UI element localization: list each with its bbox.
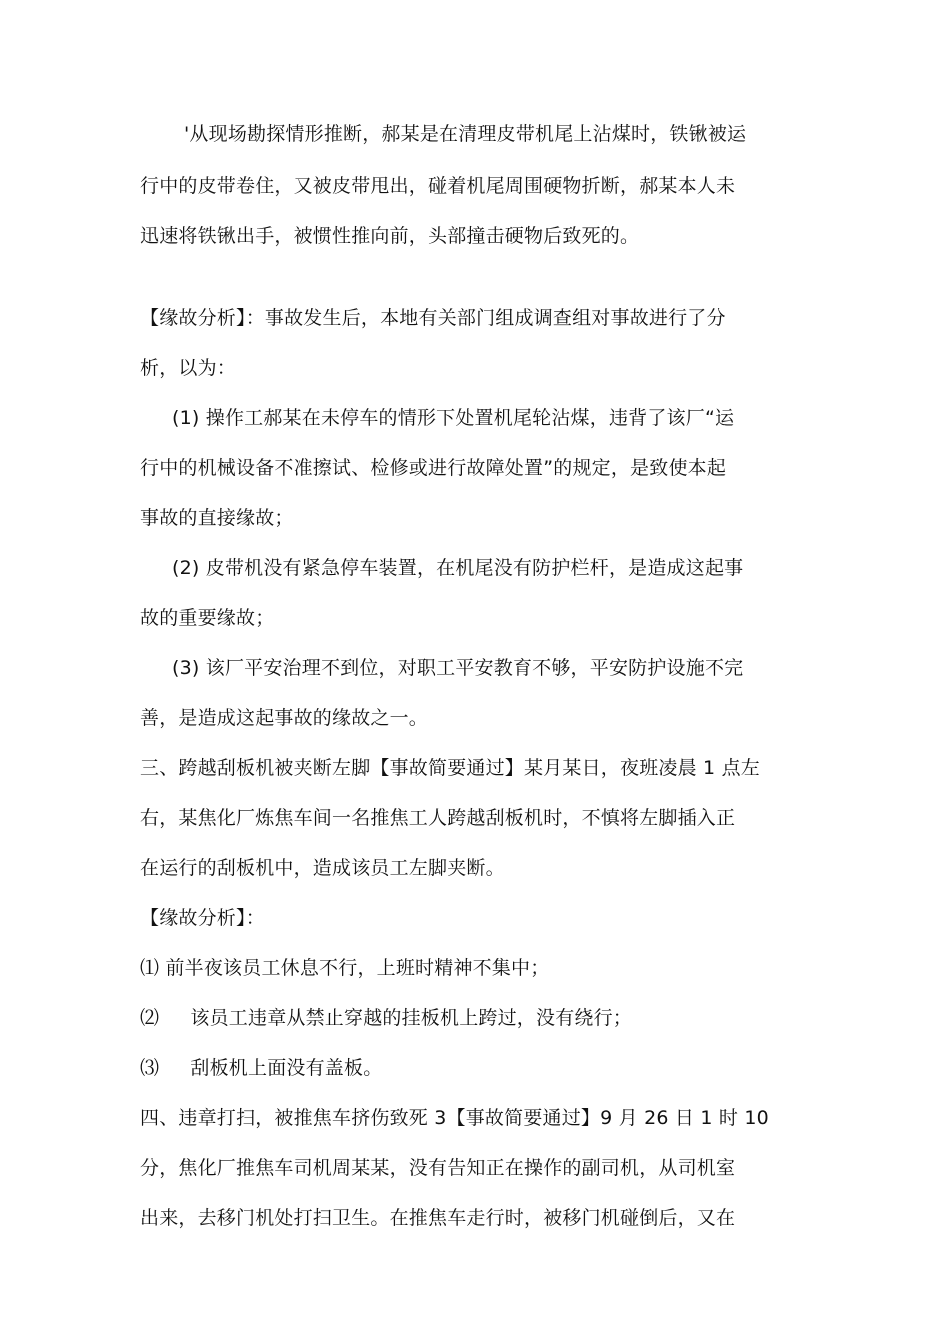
- paragraph-line: 析，以为：: [140, 357, 237, 379]
- paragraph-line: 出来，去移门机处打扫卫生。在推焦车走行时，被移门机碰倒后，又在: [140, 1207, 736, 1229]
- paragraph-line: 分，焦化厂推焦车司机周某某，没有告知正在操作的副司机，从司机室: [140, 1157, 736, 1179]
- section-heading-line: 【缘故分析】：事故发生后，本地有关部门组成调查组对事故进行了分: [140, 307, 726, 329]
- paragraph-line: 在运行的刮板机中，造成该员工左脚夹断。: [140, 857, 505, 879]
- section-heading-line: 四、违章打扫，被推焦车挤伤致死 3【事故简要通过】9 月 26 日 1 时 10: [140, 1107, 769, 1129]
- paragraph-line: 故的重要缘故；: [140, 607, 275, 629]
- section-heading-line: 【缘故分析】：: [140, 907, 265, 929]
- list-item-line: (1) 操作工郝某在未停车的情形下处置机尾轮沾煤，违背了该厂“运: [172, 407, 735, 429]
- paragraph-line: '从现场勘探情形推断，郝某是在清理皮带机尾上沾煤时，铁锹被运: [184, 123, 747, 145]
- paragraph-line: 善，是造成这起事故的缘故之一。: [140, 707, 429, 729]
- paragraph-line: 事故的直接缘故；: [140, 507, 294, 529]
- paragraph-line: 行中的机械设备不准擦试、检修或进行故障处置”的规定，是致使本起: [140, 457, 727, 479]
- list-item-line: (2) 皮带机没有紧急停车装置，在机尾没有防护栏杆，是造成这起事: [172, 557, 744, 579]
- list-item-line: ⑴ 前半夜该员工休息不行，上班时精神不集中；: [140, 957, 550, 979]
- list-item-line: ⑵ 该员工违章从禁止穿越的挂板机上跨过，没有绕行；: [140, 1007, 632, 1029]
- list-item-line: (3) 该厂平安治理不到位，对职工平安教育不够，平安防护设施不完: [172, 657, 744, 679]
- paragraph-line: 迅速将铁锹出手，被惯性推向前，头部撞击硬物后致死的。: [140, 225, 640, 247]
- paragraph-line: 右，某焦化厂炼焦车间一名推焦工人跨越刮板机时，不慎将左脚插入正: [140, 807, 736, 829]
- list-item-line: ⑶ 刮板机上面没有盖板。: [140, 1057, 383, 1079]
- paragraph-line: 行中的皮带卷住，又被皮带甩出，碰着机尾周围硬物折断，郝某本人未: [140, 175, 736, 197]
- section-heading-line: 三、跨越刮板机被夹断左脚【事故简要通过】某月某日，夜班凌晨 1 点左: [140, 757, 760, 779]
